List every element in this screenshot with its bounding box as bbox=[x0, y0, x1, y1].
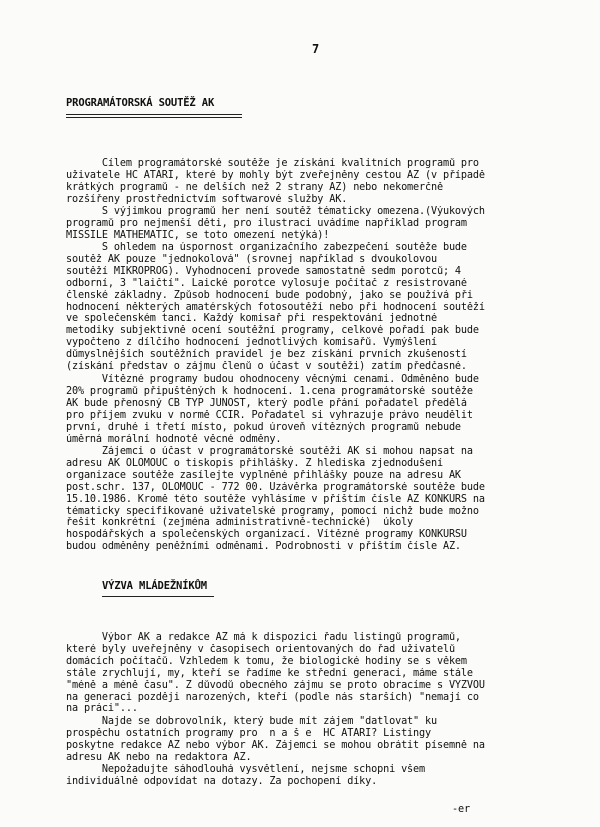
paragraph bbox=[66, 206, 586, 242]
text-line: ve společenském tanci. Každý komisař při respektování jednotné bbox=[66, 313, 437, 325]
title-underline bbox=[102, 596, 214, 597]
text-line: důmyslnějších soutěžních pravidel je bez získání prvních zkušeností bbox=[66, 349, 467, 361]
text-line: úměrná morální hodnotě věcné odměny. bbox=[66, 433, 282, 445]
text-line: členské základny. Způsob hodnocení bude podobný, jako se používá při bbox=[66, 289, 473, 301]
paragraph bbox=[66, 374, 586, 445]
text-line: tématicky specifikované uživatelské programy, pomocí nichž bude možno bbox=[66, 505, 479, 517]
text-line: "méně a méně času". Z důvodů obecného zájmu se proto obracíme s VÝZVOU bbox=[66, 679, 485, 691]
title-underline-second bbox=[66, 117, 242, 118]
text-line: Najde se dobrovolník, který bude mít zájem "datlovat" ku bbox=[66, 716, 437, 727]
paragraph bbox=[66, 242, 586, 373]
text-line: uživatele HC ATARI, které by mohly být zveřejněny cestou AZ (v případě bbox=[66, 169, 485, 181]
paragraph bbox=[66, 632, 586, 715]
title-underline bbox=[66, 114, 242, 115]
text-line: poskytne redakce AZ nebo výbor AK. Zájemci se mohou obrátit písemně na bbox=[66, 739, 485, 751]
text-line: Zájemci o účast v programátorské soutěži AK si mohou napsat na bbox=[66, 446, 473, 457]
text-line: AK bude přenosný ČB TYP JUNOST, který podle přání pořadatel předělá bbox=[66, 397, 467, 409]
text-line: S ohledem na úspornost organizačního zabezpečení soutěže bude bbox=[66, 242, 467, 253]
text-line: adresu AK nebo na redaktora AZ. bbox=[66, 751, 252, 763]
text-line: S výjimkou programů her není soutěž tématicky omezena.(Výukových bbox=[66, 206, 485, 217]
paragraph bbox=[66, 716, 586, 764]
text-line: na práci"... bbox=[66, 703, 138, 715]
text-line: metodiky subjektivně ocení soutěžní programy, celkové pořadí pak bude bbox=[66, 325, 479, 337]
text-line: organizace soutěže zasílejte vyplněné přihlášky pouze na adresu AK bbox=[66, 469, 461, 481]
paragraph bbox=[66, 158, 586, 206]
text-line: Nepožadujte sáhodlouhá vysvětlení, nejsme schopni všem bbox=[66, 764, 426, 775]
text-line: první, druhé i třetí místo, pokud úroveň vítězných programů nebude bbox=[66, 421, 461, 433]
text-line: 15.10.1986. Kromě této soutěže vyhlásíme v příštím čísle AZ KONKURS na bbox=[66, 493, 485, 505]
text-line: hodnocení některých amatérských fotosoutěží nebo při hodnocení soutěží bbox=[66, 301, 485, 313]
text-line: post.schr. 137, OLOMOUC - 772 00. Uzávěrka programátorské soutěže bude bbox=[66, 481, 485, 493]
text-line: individuálně odpovídat na dotazy. Za pochopení díky. bbox=[66, 775, 378, 787]
text-line: Výbor AK a redakce AZ má k dispozici řadu listingů programů, bbox=[66, 632, 461, 643]
page-number: 7 bbox=[312, 42, 320, 56]
text-line: soutěž AK pouze "jednokolová" (srovnej například s dvoukolovou bbox=[66, 253, 437, 265]
text-line: (získání představ o zájmu členů o účast v soutěži) zatím předčasné. bbox=[66, 361, 467, 373]
text-line: MISSILE MATHEMATIC, se toto omezení netýká)! bbox=[66, 229, 330, 241]
section-title-youth-appeal: VÝZVA MLÁDEŽNÍKŮM bbox=[102, 580, 207, 592]
section-title-programming-contest: PROGRAMÁTORSKÁ SOUTĚŽ AK bbox=[66, 97, 215, 109]
text-line: 20% programů připuštěných k hodnocení. 1.cena programátorské soutěže bbox=[66, 385, 473, 397]
text-line: programů pro nejmenší děti, pro ilustraci uvádíme například program bbox=[66, 217, 467, 229]
text-line: odborní, 3 "laičtí". Laické porotce vylosuje počítač z resistrované bbox=[66, 277, 467, 289]
text-line: pro příjem zvuku v normě CCIR. Pořadatel si vyhrazuje právo neudělit bbox=[66, 409, 473, 421]
text-line: na generaci později narozených, kteří (podle nás starších) "nemají co bbox=[66, 691, 479, 703]
text-line: budou odměněny peněžními odměnami. Podrobnosti v příštím čísle AZ. bbox=[66, 541, 461, 553]
text-line: rozšířeny prostřednictvím softwarové služby AK. bbox=[66, 193, 348, 205]
text-line: adresu AK OLOMOUC o tiskopis přihlášky. Z hlediska zjednodušení bbox=[66, 457, 443, 469]
text-line: které byly uveřejněny v časopisech orientovaných do řad uživatelů bbox=[66, 643, 455, 655]
text-line: soutěží MIKROPROG). Vyhodnocení provede samostatně sedm porotců; 4 bbox=[66, 265, 461, 277]
text-line: vypočteno z dílčího hodnocení jednotlivých komisařů. Vymýšlení bbox=[66, 337, 437, 349]
text-line: Cílem programátorské soutěže je získání kvalitních programů pro bbox=[66, 158, 479, 169]
text-line: Vítězné programy budou ohodnoceny věcnými cenami. Odměněno bude bbox=[66, 374, 479, 385]
text-line: prospěchu ostatních programy pro n a š e HC ATARI? Listingy bbox=[66, 727, 431, 739]
paragraph bbox=[66, 446, 586, 553]
text-line: řešit konkrétní (zejména administrativně-technické) úkoly bbox=[66, 517, 414, 529]
paragraph bbox=[66, 764, 586, 788]
text-line: stále zrychlují, my, kteří se řadíme ke střední generaci, máme stále bbox=[66, 667, 473, 679]
text-line: domácích počítačů. Vzhledem k tomu, že biologické hodiny se s věkem bbox=[66, 655, 467, 667]
text-line: krátkých programů - ne delších než 2 strany AZ) nebo nekomerčně bbox=[66, 181, 443, 193]
author-signature: -er bbox=[452, 804, 470, 815]
text-line: hospodářských a společenských organizací. Vítězné programy KONKURSU bbox=[66, 529, 467, 541]
